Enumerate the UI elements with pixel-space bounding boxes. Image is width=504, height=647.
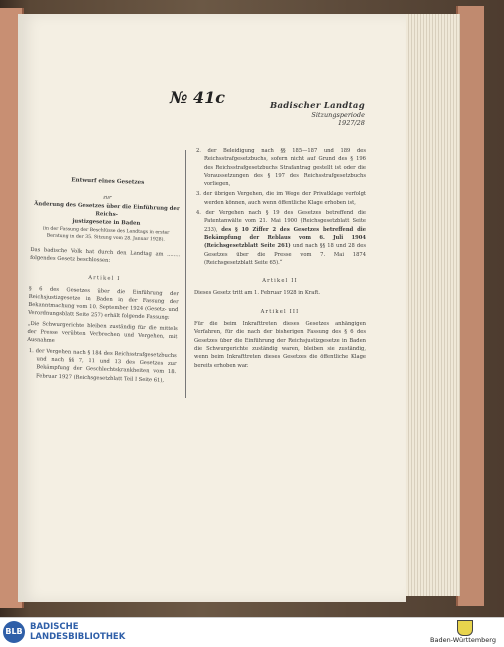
intro-text: Das badische Volk hat durch den Landtag am ........ folgendes Gesetz beschlossen: (29, 246, 181, 264)
quote-text: „Die Schwurgerichte bleiben zuständig für die mittels der Presse verübten Verbrechen und Vergehen, mit Ausnahme (27, 320, 178, 345)
list-item-4-part1: 4. der Vergehen nach § 19 des Gesetzes betreffend die Patentanwälte vom 21. Mai 1900 (Reichsgesetzblatt Seite 233), (196, 210, 366, 233)
list-item-4-bold: des § 10 Ziffer 2 des Gesetzes betreffend die Bekämpfung der Reblaus vom 6. Juli 1904 (Reichsgesetzblatt Seite 261) (204, 226, 366, 250)
library-name-line1: BADISCHE (30, 622, 79, 632)
article-2-text: Dieses Gesetz tritt am 1. Februar 1928 in Kraft. (194, 290, 320, 297)
law-title: Änderung des Gesetzes über die Einführung der Reichs- (34, 200, 180, 218)
article-3-text: Für die beim Inkrafttreten dieses Gesetzes anhängigen Verfahren, für die nach der bisherigen Fassung des § 6 des Gesetzes über die Einführung der Reichsjustizgesetze in Baden die Schwurgerichte zuständig waren, bleiben sie zuständig, wenn beim Inkrafttreten dieses Gesetzes die öffentliche Klage bereits erhoben war. (194, 321, 366, 369)
page-edges (400, 14, 460, 596)
document-number: № 41c (170, 88, 225, 107)
article-1-text: § 6 des Gesetzes über die Einführung der Reichsjustizgesetze in Baden in der Fassung der Bekanntmachung vom 10. September 1924 (Gesetz- und Verordnungsblatt Seite 257) erhält folgende Fassung: (28, 285, 180, 322)
header-year: 1927/28 (337, 119, 365, 127)
footer-bar (0, 617, 504, 647)
library-name (30, 622, 125, 642)
article-1-heading: Artikel I (88, 275, 121, 283)
header-session: Sitzungsperiode (311, 111, 365, 119)
draft-zur: zur (103, 194, 112, 202)
column-divider (185, 150, 186, 398)
law-title-cont: justizgesetze in Baden (72, 218, 141, 227)
article-3-heading: Artikel III (260, 308, 300, 315)
draft-note-line1: (in der Fassung der Beschlüsse des Landtags in erster (42, 226, 170, 237)
header-title: Badischer Landtag (270, 101, 365, 111)
book-cover-right (456, 6, 484, 606)
article-2-heading: Artikel II (262, 278, 298, 285)
blb-logo[interactable]: BLB (3, 621, 25, 643)
list-item-2: 2. der Beleidigung nach §§ 185—187 und 189 des Reichsstrafgesetzbuchs, sofern nicht auf Grund des § 196 des Reichsstrafgesetzbuchs Strafantrag gestellt ist oder die Voraussetzungen des § 197 des Reichsstrafgesetzbuchs vorliegen, (196, 148, 366, 188)
draft-note-line2: Beratung in der 35. Sitzung vom 28. Januar 1928). (46, 233, 165, 243)
draft-note (31, 226, 181, 244)
list-item-1: 1. der Vergehen nach § 184 des Reichsstrafgesetzbuchs und nach §§ 7, 11 und 13 des Gesetzes zur Bekämpfung der Geschlechtskrankheiten vom 18. Februar 1927 (Reichsgesetzblatt Teil I Seite 61), (28, 347, 177, 384)
library-name-line2: LANDESBIBLIOTHEK (30, 632, 126, 642)
crest-icon (457, 620, 473, 636)
state-label: Baden-Württemberg (430, 636, 496, 644)
document-header (270, 101, 365, 127)
list-item-4-part3: und nach §§ 18 und 28 des Gesetzes über die Presse vom 7. Mai 1874 (Reichsgesetzblatt Seite 65).“ (204, 243, 366, 266)
right-column (194, 147, 366, 372)
left-column (26, 175, 183, 387)
list-item-3: 3. der übrigen Vergehen, die im Wege der Privatklage verfolgt werden können, auch wenn öffentliche Klage erhoben ist, (196, 191, 366, 206)
list-item-4 (194, 209, 366, 267)
draft-title: Entwurf eines Gesetzes (71, 177, 145, 186)
